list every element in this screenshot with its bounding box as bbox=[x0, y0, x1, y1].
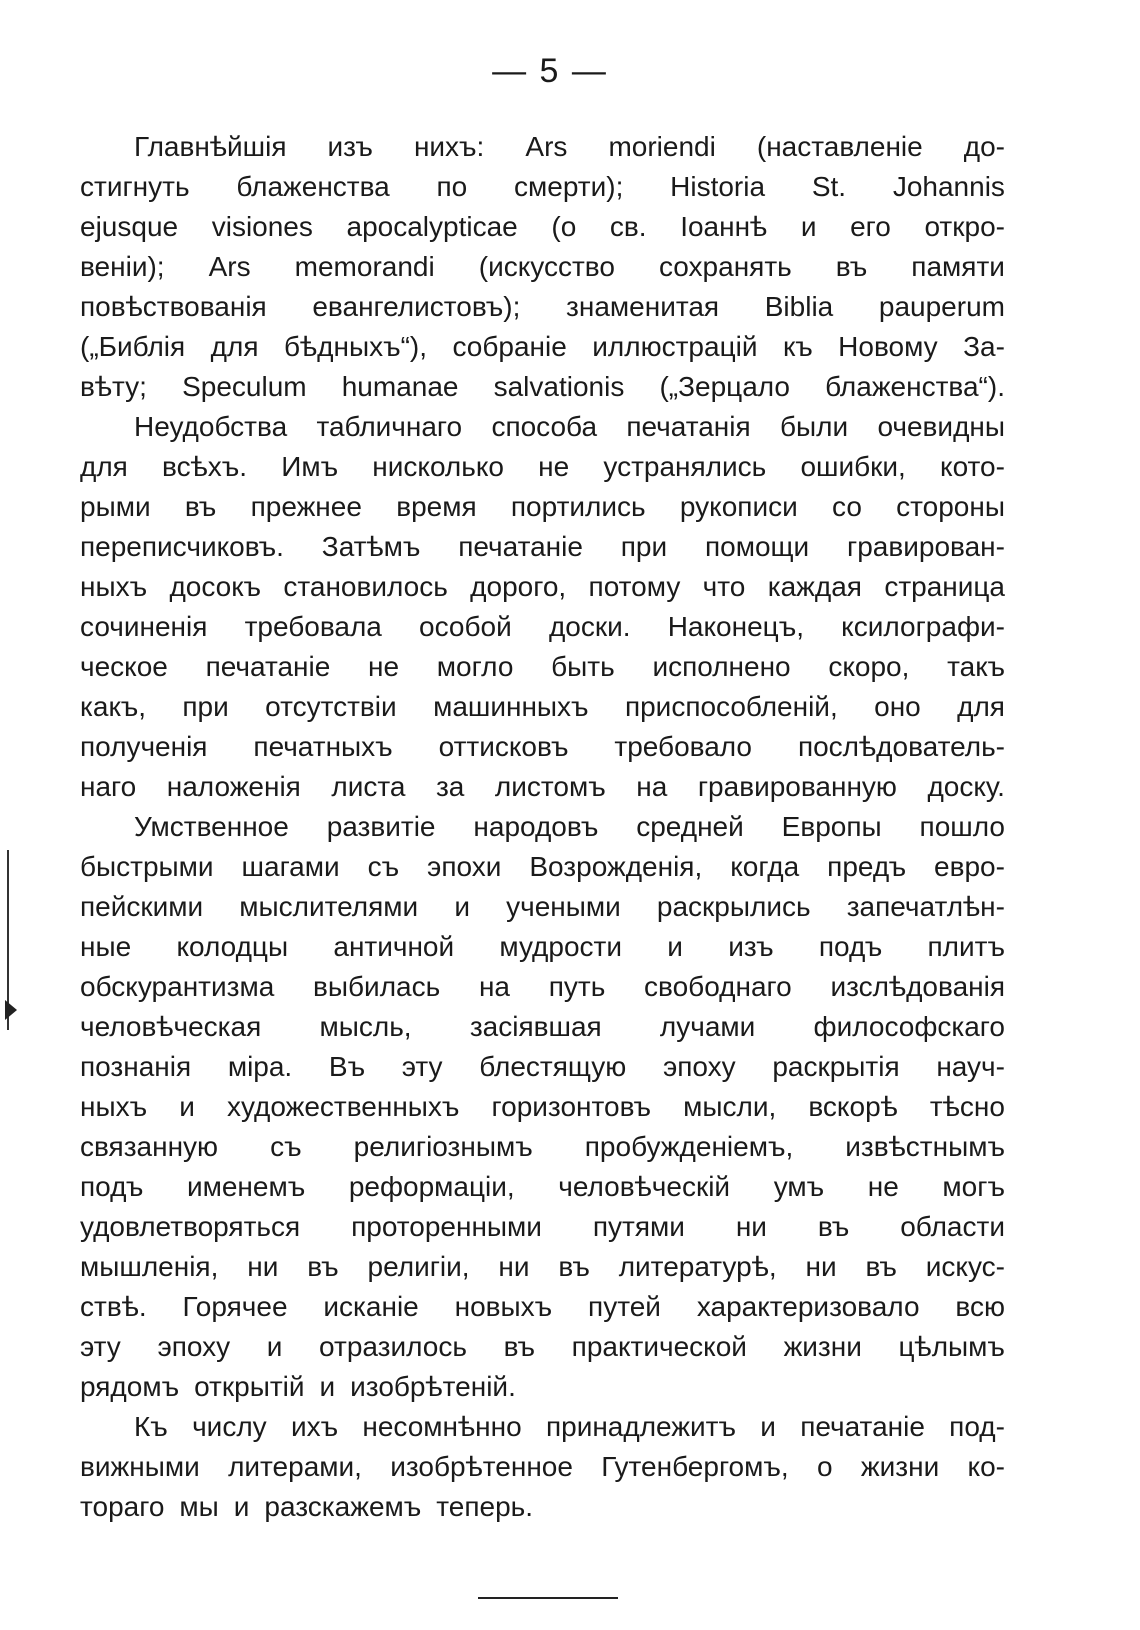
text-line: Умственное развитіе народовъ средней Европы пошло bbox=[134, 811, 1005, 842]
text-line: ныхъ досокъ становилось дорого, потому что каждая страница bbox=[80, 571, 1005, 602]
paragraph bbox=[80, 127, 1005, 407]
text-line: мышленія, ни въ религіи, ни въ литературѣ, ни въ искус- bbox=[80, 1251, 1005, 1282]
text-line: стигнуть блаженства по смерти); Historia St. Johannis bbox=[80, 171, 1005, 202]
text-line: эту эпоху и отразилось въ практической жизни цѣлымъ bbox=[80, 1331, 1005, 1362]
text-line: быстрыми шагами съ эпохи Возрожденія, когда предъ евро- bbox=[80, 851, 1005, 882]
text-line: тораго мы и разскажемъ теперь. bbox=[80, 1491, 534, 1522]
text-line: Главнѣйшія изъ нихъ: Ars moriendi (наставленіе до- bbox=[134, 131, 1005, 162]
text-line: связанную съ религіознымъ пробужденіемъ, извѣстнымъ bbox=[80, 1131, 1005, 1162]
bottom-rule bbox=[478, 1597, 618, 1599]
text-line: веніи); Ars memorandi (искусство сохранять въ памяти bbox=[80, 251, 1005, 282]
text-line: вижными литерами, изобрѣтенное Гутенбергомъ, о жизни ко- bbox=[80, 1451, 1005, 1482]
text-line: Къ числу ихъ несомнѣнно принадлежитъ и печатаніе под- bbox=[134, 1411, 1005, 1442]
body-text bbox=[80, 127, 1005, 1527]
paragraph bbox=[80, 807, 1005, 1407]
text-line: сочиненія требовала особой доски. Наконецъ, ксилографи- bbox=[80, 611, 1005, 642]
text-line: ческое печатаніе не могло быть исполнено скоро, такъ bbox=[80, 651, 1005, 682]
margin-arrow-mark bbox=[5, 1000, 17, 1020]
text-line: удовлетворяться проторенными путями ни въ области bbox=[80, 1211, 1005, 1242]
text-line: полученія печатныхъ оттисковъ требовало послѣдователь- bbox=[80, 731, 1005, 762]
paragraph bbox=[80, 1407, 1005, 1527]
text-line: какъ, при отсутствіи машинныхъ приспособленій, оно для bbox=[80, 691, 1005, 722]
text-line: Неудобства табличнаго способа печатанія были очевидны bbox=[134, 411, 1005, 442]
text-line: наго наложенія листа за листомъ на гравированную доску. bbox=[80, 771, 1005, 802]
text-line: ejusque visiones apocalypticae (о св. Іоаннѣ и его откро- bbox=[80, 211, 1005, 242]
text-line: пейскими мыслителями и учеными раскрылись запечатлѣн- bbox=[80, 891, 1005, 922]
text-line: переписчиковъ. Затѣмъ печатаніе при помощи гравирован- bbox=[80, 531, 1005, 562]
text-line: рыми въ прежнее время портились рукописи со стороны bbox=[80, 491, 1005, 522]
text-line: рядомъ открытій и изобрѣтеній. bbox=[80, 1371, 516, 1402]
text-line: человѣческая мысль, засіявшая лучами философскаго bbox=[80, 1011, 1005, 1042]
text-line: подъ именемъ реформаціи, человѣческій умъ не могъ bbox=[80, 1171, 1005, 1202]
text-line: ствѣ. Горячее исканіе новыхъ путей характеризовало всю bbox=[80, 1291, 1005, 1322]
text-line: обскурантизма выбилась на путь свободнаго изслѣдованія bbox=[80, 971, 1005, 1002]
paragraph bbox=[80, 407, 1005, 807]
page-number: — 5 — bbox=[492, 52, 608, 90]
text-line: познанія міра. Въ эту блестящую эпоху раскрытія науч- bbox=[80, 1051, 1005, 1082]
text-line: ные колодцы античной мудрости и изъ подъ плитъ bbox=[80, 931, 1005, 962]
text-line: вѣту; Speculum humanae salvationis („Зерцало блаженства“). bbox=[80, 371, 1005, 402]
text-line: для всѣхъ. Имъ нисколько не устранялись ошибки, кото- bbox=[80, 451, 1005, 482]
text-line: ныхъ и художественныхъ горизонтовъ мысли, вскорѣ тѣсно bbox=[80, 1091, 1005, 1122]
text-line: повѣствованія евангелистовъ); знаменитая Biblia pauperum bbox=[80, 291, 1005, 322]
text-line: („Библія для бѣдныхъ“), собраніе иллюстрацій къ Новому За- bbox=[80, 331, 1005, 362]
